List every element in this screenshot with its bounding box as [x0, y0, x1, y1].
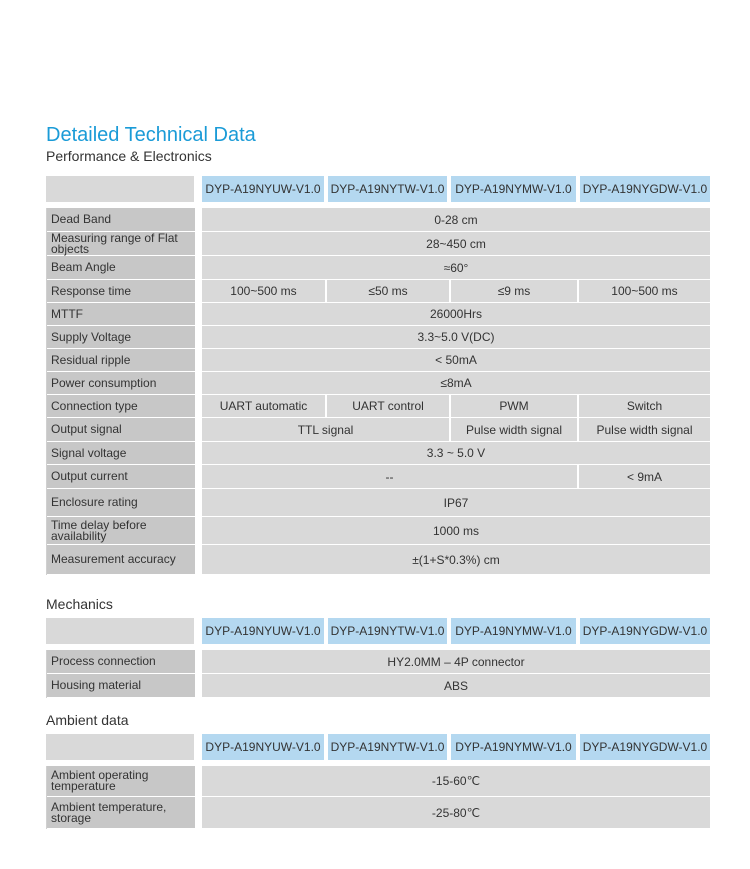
row-value: -15-60℃	[202, 766, 710, 796]
row-label: Ambient temperature, storage	[47, 797, 195, 828]
row-value: ≤50 ms	[327, 280, 449, 302]
performance-table-body	[46, 208, 710, 575]
row-label: Measuring range of Flat objects	[47, 232, 195, 255]
table-row	[47, 208, 710, 232]
model-header: DYP-A19NYUW-V1.0	[202, 176, 324, 202]
row-value: Switch	[579, 395, 710, 417]
row-label: MTTF	[47, 303, 195, 325]
row-value: ≤9 ms	[451, 280, 577, 302]
row-value: < 9mA	[579, 465, 710, 488]
model-header: DYP-A19NYUW-V1.0	[202, 734, 324, 760]
row-label: Beam Angle	[47, 256, 195, 279]
row-value: UART automatic	[202, 395, 325, 417]
row-label: Dead Band	[47, 208, 195, 231]
model-header: DYP-A19NYTW-V1.0	[328, 176, 447, 202]
model-header: DYP-A19NYGDW-V1.0	[580, 176, 710, 202]
row-value: -25-80℃	[202, 797, 710, 828]
table-row	[47, 232, 710, 256]
row-value: UART control	[327, 395, 449, 417]
model-header-row	[46, 734, 710, 760]
row-label: Measurement accuracy	[47, 545, 195, 574]
model-header: DYP-A19NYTW-V1.0	[328, 734, 447, 760]
row-value: ±(1+S*0.3%) cm	[202, 545, 710, 574]
row-value: 100~500 ms	[202, 280, 325, 302]
row-value: < 50mA	[202, 349, 710, 371]
row-value: 3.3~5.0 V(DC)	[202, 326, 710, 348]
row-label: Supply Voltage	[47, 326, 195, 348]
model-header-row	[46, 618, 710, 644]
row-label: Process connection	[47, 650, 195, 673]
section-title-mechanics: Mechanics	[46, 596, 113, 612]
table-row	[47, 442, 710, 465]
row-value: ≤8mA	[202, 372, 710, 394]
row-value: 3.3 ~ 5.0 V	[202, 442, 710, 464]
table-row	[47, 418, 710, 442]
table-row	[47, 303, 710, 326]
page-title: Detailed Technical Data	[46, 124, 256, 146]
row-value: 26000Hrs	[202, 303, 710, 325]
table-row	[47, 256, 710, 280]
table-row	[47, 766, 710, 797]
table-row	[47, 280, 710, 303]
model-header: DYP-A19NYMW-V1.0	[451, 734, 576, 760]
row-value: TTL signal	[202, 418, 449, 441]
section-title-performance: Performance & Electronics	[46, 148, 212, 164]
mechanics-table	[46, 618, 710, 698]
model-header: DYP-A19NYTW-V1.0	[328, 618, 447, 644]
row-value: IP67	[202, 489, 710, 516]
row-label: Housing material	[47, 674, 195, 697]
ambient-table-body	[46, 766, 710, 829]
model-header: DYP-A19NYMW-V1.0	[451, 176, 576, 202]
row-value: --	[202, 465, 577, 488]
row-label: Output signal	[47, 418, 195, 441]
table-row	[47, 517, 710, 545]
row-value: ≈60°	[202, 256, 710, 279]
table-row	[47, 326, 710, 349]
performance-table	[46, 176, 710, 575]
row-value: ABS	[202, 674, 710, 697]
table-row	[47, 674, 710, 698]
ambient-table	[46, 734, 710, 829]
model-header: DYP-A19NYUW-V1.0	[202, 618, 324, 644]
table-row	[47, 465, 710, 489]
row-value: Pulse width signal	[579, 418, 710, 441]
table-row	[47, 797, 710, 829]
row-value: PWM	[451, 395, 577, 417]
row-label: Ambient operating temperature	[47, 766, 195, 796]
row-label: Enclosure rating	[47, 489, 195, 516]
mechanics-table-body	[46, 650, 710, 698]
model-header: DYP-A19NYGDW-V1.0	[580, 734, 710, 760]
model-header-row	[46, 176, 710, 202]
row-value: Pulse width signal	[451, 418, 577, 441]
row-value: 0-28 cm	[202, 208, 710, 231]
row-label: Connection type	[47, 395, 195, 417]
row-label: Signal voltage	[47, 442, 195, 464]
model-header: DYP-A19NYMW-V1.0	[451, 618, 576, 644]
row-label: Output current	[47, 465, 195, 488]
table-row	[47, 349, 710, 372]
row-label: Residual ripple	[47, 349, 195, 371]
table-row	[47, 545, 710, 575]
table-row	[47, 395, 710, 418]
row-value: HY2.0MM – 4P connector	[202, 650, 710, 673]
header-corner	[46, 176, 194, 202]
row-label: Time delay before availability	[47, 517, 195, 544]
row-value: 100~500 ms	[579, 280, 710, 302]
row-value: 1000 ms	[202, 517, 710, 544]
row-label: Power consumption	[47, 372, 195, 394]
header-corner	[46, 734, 194, 760]
row-label: Response time	[47, 280, 195, 302]
row-value: 28~450 cm	[202, 232, 710, 255]
table-row	[47, 372, 710, 395]
table-row	[47, 489, 710, 517]
model-header: DYP-A19NYGDW-V1.0	[580, 618, 710, 644]
table-row	[47, 650, 710, 674]
section-title-ambient: Ambient data	[46, 712, 129, 728]
header-corner	[46, 618, 194, 644]
